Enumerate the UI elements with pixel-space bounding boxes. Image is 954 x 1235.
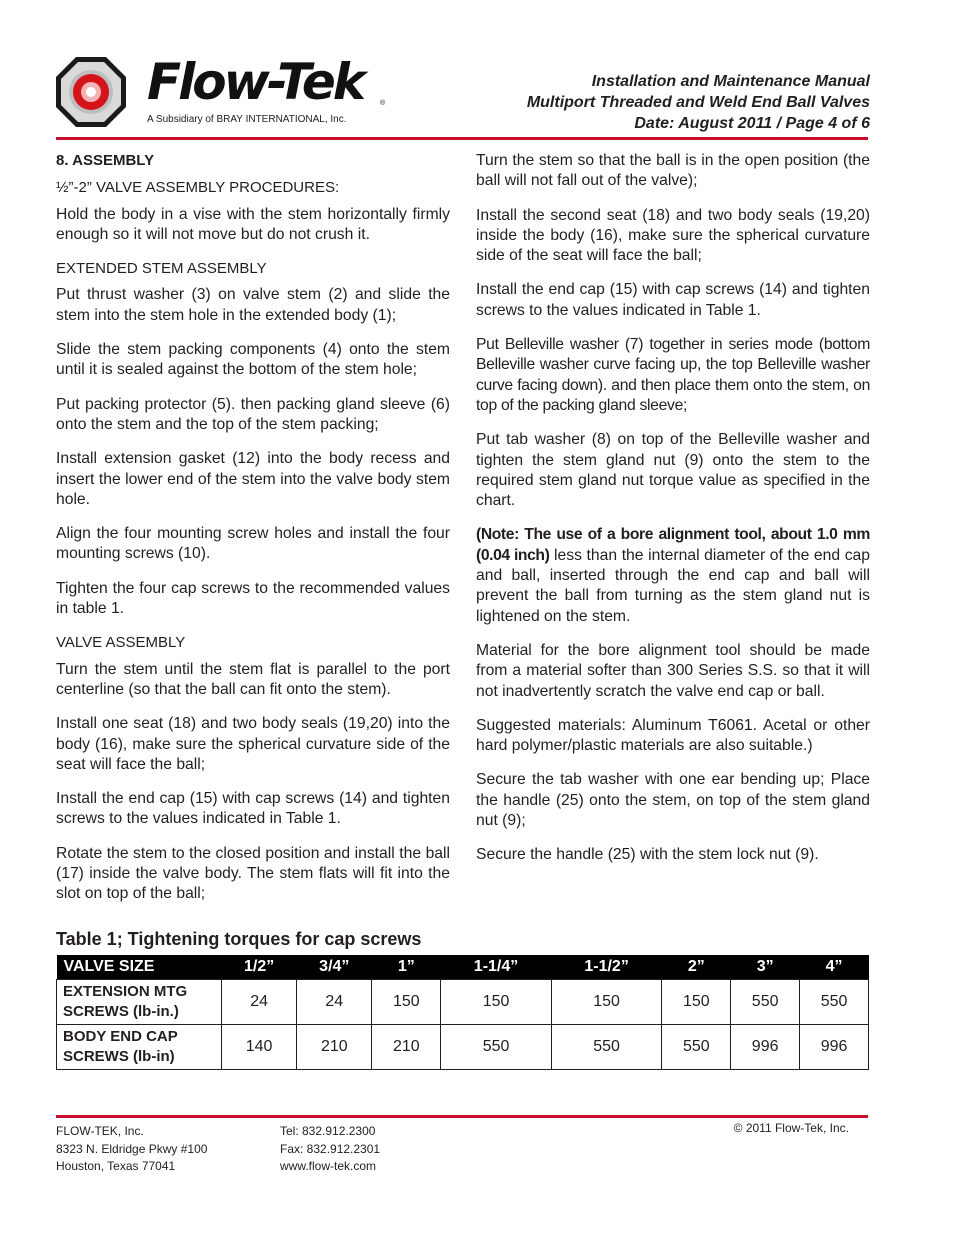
row-label-line: EXTENSION MTG bbox=[63, 983, 188, 1000]
footer-address bbox=[56, 1123, 207, 1176]
paragraph: Install one seat (18) and two body seals (19,20) into the body (16), make sure the spherical curvature side of the seat will face the ball; bbox=[56, 715, 450, 773]
table-cell: 140 bbox=[222, 1025, 297, 1070]
table-cell: 150 bbox=[662, 980, 731, 1025]
header-cell: 3” bbox=[731, 955, 800, 980]
doc-title: Installation and Maintenance Manual bbox=[591, 73, 870, 90]
note-text: less than the internal diameter of the end cap and ball, inserted through the end cap and ball will prevent the ball from turning as the stem gland nut is lightened on the stem. bbox=[476, 546, 870, 625]
table-cell: 150 bbox=[551, 980, 662, 1025]
header-cell: 1” bbox=[372, 955, 441, 980]
row-label bbox=[57, 980, 222, 1025]
row-label bbox=[57, 1025, 222, 1070]
paragraph: Material for the bore alignment tool should be made from a material softer than 300 Series S.S. so that it will not inadvertently scratch the valve end cap or ball. bbox=[476, 641, 870, 700]
paragraph: Rotate the stem to the closed position and install the ball (17) inside the valve body. The stem flats will fit into the slot on top of the ball; bbox=[56, 844, 450, 903]
procedures-heading: ½”-2” VALVE ASSEMBLY PROCEDURES: bbox=[56, 179, 340, 197]
table-cell: 550 bbox=[441, 1025, 552, 1070]
table-row bbox=[57, 1025, 869, 1070]
table-cell: 550 bbox=[731, 980, 800, 1025]
footer-address-line: Houston, Texas 77041 bbox=[56, 1159, 176, 1173]
footer-fax: Fax: 832.912.2301 bbox=[280, 1141, 381, 1156]
table-cell: 24 bbox=[297, 980, 372, 1025]
registered-mark: ® bbox=[380, 100, 386, 107]
paragraph: Install extension gasket (12) into the body recess and insert the lower end of the stem into the valve body stem hole. bbox=[56, 450, 450, 508]
footer-rule bbox=[56, 1115, 868, 1118]
right-column bbox=[476, 151, 870, 880]
header-rule bbox=[56, 137, 868, 140]
row-label-line: SCREWS (lb-in) bbox=[63, 1048, 175, 1065]
header-cell: 4” bbox=[800, 955, 869, 980]
paragraph: Put Belleville washer (7) together in series mode (bottom Belleville washer curve facing up, the top Belleville washer curve facing down). and then place them onto the stem, on top of the packing gland sleeve; bbox=[476, 336, 870, 414]
footer-tel: Tel: 832.912.2300 bbox=[280, 1124, 376, 1138]
torque-table bbox=[56, 955, 869, 1070]
paragraph: Secure the handle (25) with the stem lock nut (9). bbox=[476, 846, 819, 864]
paragraph: Install the end cap (15) with cap screws (14) and tighten screws to the values indicated in Table 1. bbox=[476, 281, 870, 319]
table-title: Table 1; Tightening torques for cap screws bbox=[56, 929, 422, 949]
header-cell: 1-1/2” bbox=[551, 955, 662, 980]
paragraph: Hold the body in a vise with the stem horizontally firmly enough so it will not move but do not crush it. bbox=[56, 205, 450, 243]
note-paragraph bbox=[476, 525, 870, 626]
table-cell: 550 bbox=[800, 980, 869, 1025]
paragraph: Suggested materials: Aluminum T6061. Acetal or other hard polymer/plastic materials are also suitable.) bbox=[476, 716, 870, 755]
table-cell: 550 bbox=[662, 1025, 731, 1070]
footer-address-line: 8323 N. Eldridge Pkwy #100 bbox=[56, 1141, 208, 1156]
paragraph: Put thrust washer (3) on valve stem (2) and slide the stem into the stem hole in the extended body (1); bbox=[56, 286, 450, 324]
header-cell: 3/4” bbox=[297, 955, 372, 980]
footer-contact bbox=[280, 1123, 380, 1176]
header-cell: 1-1/4” bbox=[441, 955, 552, 980]
logo-wordmark: Flow-Tek bbox=[147, 53, 364, 111]
table-cell: 550 bbox=[551, 1025, 662, 1070]
flow-tek-logo-icon bbox=[56, 57, 126, 127]
section-title: 8. ASSEMBLY bbox=[56, 152, 155, 169]
table-cell: 150 bbox=[441, 980, 552, 1025]
row-label-line: BODY END CAP bbox=[63, 1028, 178, 1045]
paragraph: Turn the stem until the stem flat is parallel to the port centerline (so that the ball can fit onto the stem). bbox=[56, 660, 450, 698]
paragraph: Put packing protector (5). then packing gland sleeve (6) onto the stem and the top of the stem packing; bbox=[56, 395, 450, 433]
footer-copyright: © 2011 Flow-Tek, Inc. bbox=[733, 1121, 849, 1135]
table-cell: 210 bbox=[297, 1025, 372, 1070]
header-cell: 1/2” bbox=[222, 955, 297, 980]
table-row bbox=[57, 980, 869, 1025]
table-cell: 150 bbox=[372, 980, 441, 1025]
note-bold: (Note: The use of a bore alignment tool, about 1.0 mm (0.04 inch) bbox=[476, 526, 870, 564]
table-cell: 996 bbox=[800, 1025, 869, 1070]
paragraph: Align the four mounting screw holes and install the four mounting screws (10). bbox=[56, 525, 450, 563]
paragraph: Install the end cap (15) with cap screws (14) and tighten screws to the values indicated in Table 1. bbox=[56, 790, 450, 828]
header-cell: 2” bbox=[662, 955, 731, 980]
paragraph: Turn the stem so that the ball is in the open position (the ball will not fall out of the valve); bbox=[476, 152, 870, 190]
table-header-row bbox=[57, 955, 869, 980]
header-cell: VALVE SIZE bbox=[57, 955, 222, 980]
table-cell: 24 bbox=[222, 980, 297, 1025]
doc-date-page: Date: August 2011 / Page 4 of 6 bbox=[634, 115, 870, 132]
valve-assembly-heading: VALVE ASSEMBLY bbox=[56, 634, 186, 652]
document-info bbox=[527, 71, 870, 134]
paragraph: Tighten the four cap screws to the recommended values in table 1. bbox=[56, 579, 450, 618]
logo-subtitle: A Subsidiary of BRAY INTERNATIONAL, Inc. bbox=[147, 114, 347, 125]
footer-website: www.flow-tek.com bbox=[280, 1159, 377, 1173]
footer-company: FLOW-TEK, Inc. bbox=[56, 1124, 144, 1138]
doc-subtitle: Multiport Threaded and Weld End Ball Valves bbox=[526, 94, 870, 111]
paragraph: Secure the tab washer with one ear bending up; Place the handle (25) onto the stem, on top of the stem gland nut (9); bbox=[476, 771, 870, 830]
paragraph: Slide the stem packing components (4) onto the stem until it is sealed against the bottom of the stem hole; bbox=[56, 341, 450, 379]
table-cell: 996 bbox=[731, 1025, 800, 1070]
paragraph: Install the second seat (18) and two body seals (19,20) inside the body (16), make sure the spherical curvature side of the seat will face the ball; bbox=[476, 206, 870, 265]
left-column bbox=[56, 151, 450, 919]
row-label-line: SCREWS (lb-in.) bbox=[63, 1003, 179, 1020]
table-cell: 210 bbox=[372, 1025, 441, 1070]
paragraph: Put tab washer (8) on top of the Belleville washer and tighten the stem gland nut (9) onto the stem to the required stem gland nut torque value as specified in the chart. bbox=[476, 431, 870, 510]
extended-stem-heading: EXTENDED STEM ASSEMBLY bbox=[56, 260, 267, 278]
